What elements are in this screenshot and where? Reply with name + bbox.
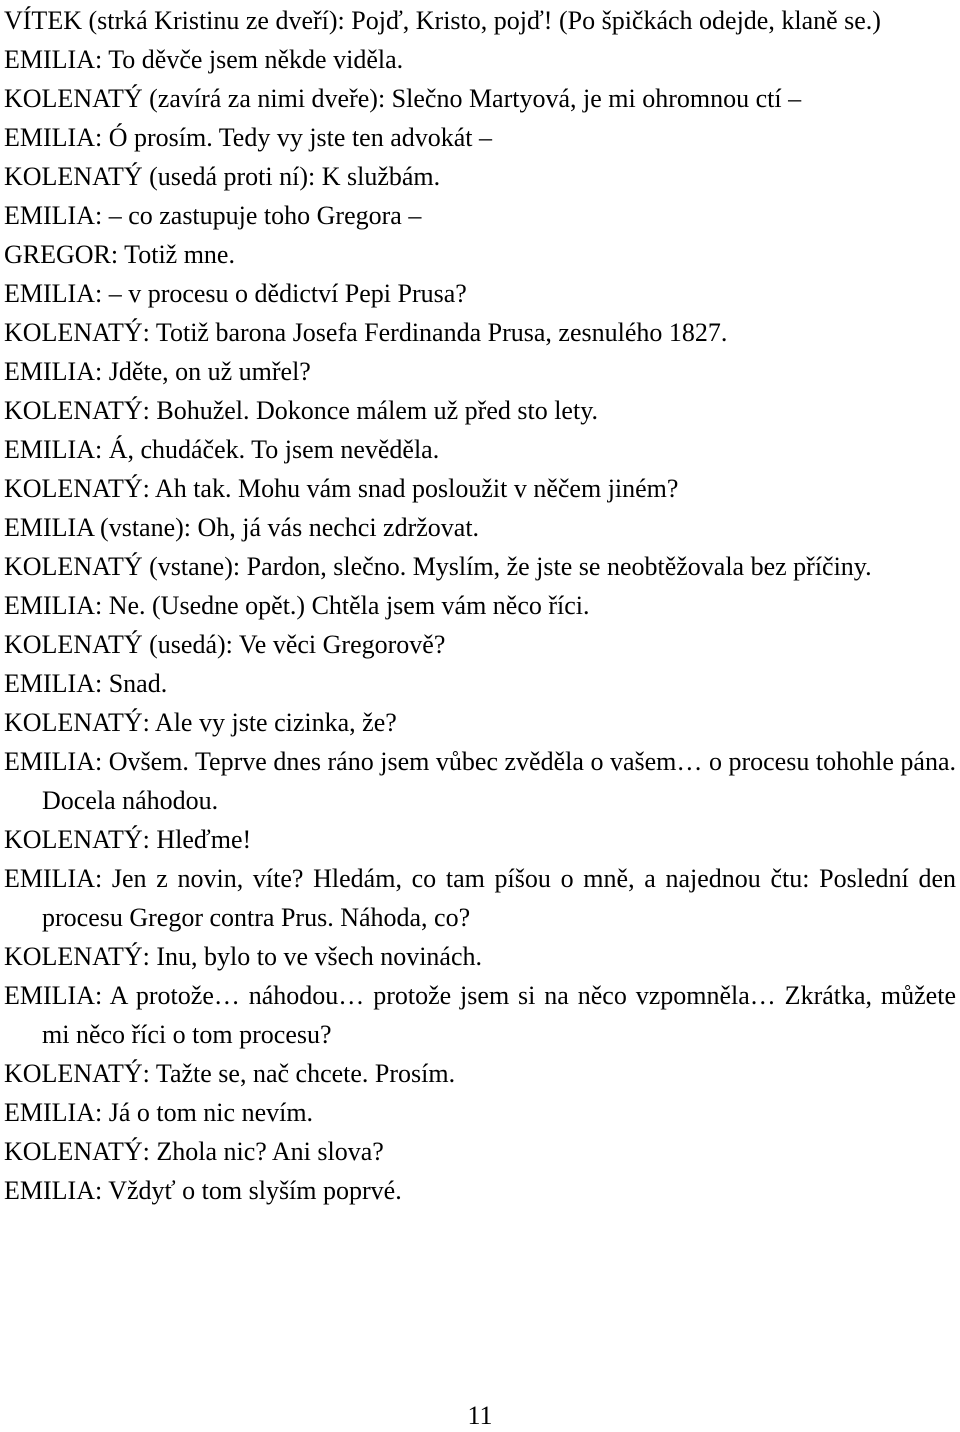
page-number: 11 — [467, 1401, 493, 1430]
dialogue-line: EMILIA (vstane): Oh, já vás nechci zdržovat. — [4, 513, 480, 542]
dialogue-line: EMILIA: Jen z novin, víte? Hledám, co tam píšou o mně, a najednou čtu: Poslední den procesu Gregor contra Prus. Náhoda, co? — [4, 864, 956, 932]
dialogue-line: KOLENATÝ: Totiž barona Josefa Ferdinanda Prusa, zesnulého 1827. — [4, 318, 728, 347]
dialogue-line: KOLENATÝ: Ale vy jste cizinka, že? — [4, 708, 397, 737]
dialogue-line: KOLENATÝ (usedá): Ve věci Gregorově? — [4, 630, 446, 659]
dialogue-line: EMILIA: A protože… náhodou… protože jsem si na něco vzpomněla… Zkrátka, můžete mi něco říci o tom procesu? — [4, 981, 956, 1049]
dialogue-line: EMILIA: Á, chudáček. To jsem nevěděla. — [4, 435, 440, 464]
dialogue-line: KOLENATÝ: Bohužel. Dokonce málem už před sto lety. — [4, 396, 599, 425]
dialogue-line: EMILIA: Ovšem. Teprve dnes ráno jsem vůbec zvěděla o vašem… o procesu tohohle pána. Docela náhodou. — [4, 747, 956, 815]
dialogue-line: EMILIA: Jděte, on už umřel? — [4, 357, 311, 386]
dialogue-line: EMILIA: – v procesu o dědictví Pepi Prusa? — [4, 279, 467, 308]
dialogue-line: EMILIA: Ne. (Usedne opět.) Chtěla jsem vám něco říci. — [4, 591, 590, 620]
dialogue-line: KOLENATÝ: Ah tak. Mohu vám snad posloužit v něčem jiném? — [4, 474, 679, 503]
dialogue-line: KOLENATÝ (usedá proti ní): K službám. — [4, 162, 441, 191]
dialogue-line: EMILIA: To děvče jsem někde viděla. — [4, 45, 404, 74]
dialogue-line: EMILIA: Ó prosím. Tedy vy jste ten advokát – — [4, 123, 493, 152]
dialogue-text — [4, 1, 956, 1210]
dialogue-line: GREGOR: Totiž mne. — [4, 240, 235, 269]
dialogue-line: KOLENATÝ: Hleďme! — [4, 825, 252, 854]
dialogue-line: KOLENATÝ (vstane): Pardon, slečno. Myslím, že jste se neobtěžovala bez příčiny. — [4, 552, 872, 581]
dialogue-line: EMILIA: Snad. — [4, 669, 168, 698]
dialogue-line: KOLENATÝ: Tažte se, nač chcete. Prosím. — [4, 1059, 456, 1088]
dialogue-line: EMILIA: Vždyť o tom slyším poprvé. — [4, 1176, 402, 1205]
dialogue-line: VÍTEK (strká Kristinu ze dveří): Pojď, Kristo, pojď! (Po špičkách odejde, klaně se.) — [4, 6, 881, 35]
dialogue-line: KOLENATÝ (zavírá za nimi dveře): Slečno Martyová, je mi ohromnou ctí – — [4, 84, 802, 113]
dialogue-line: KOLENATÝ: Zhola nic? Ani slova? — [4, 1137, 384, 1166]
dialogue-line: KOLENATÝ: Inu, bylo to ve všech novinách. — [4, 942, 483, 971]
dialogue-line: EMILIA: – co zastupuje toho Gregora – — [4, 201, 422, 230]
dialogue-line: EMILIA: Já o tom nic nevím. — [4, 1098, 314, 1127]
